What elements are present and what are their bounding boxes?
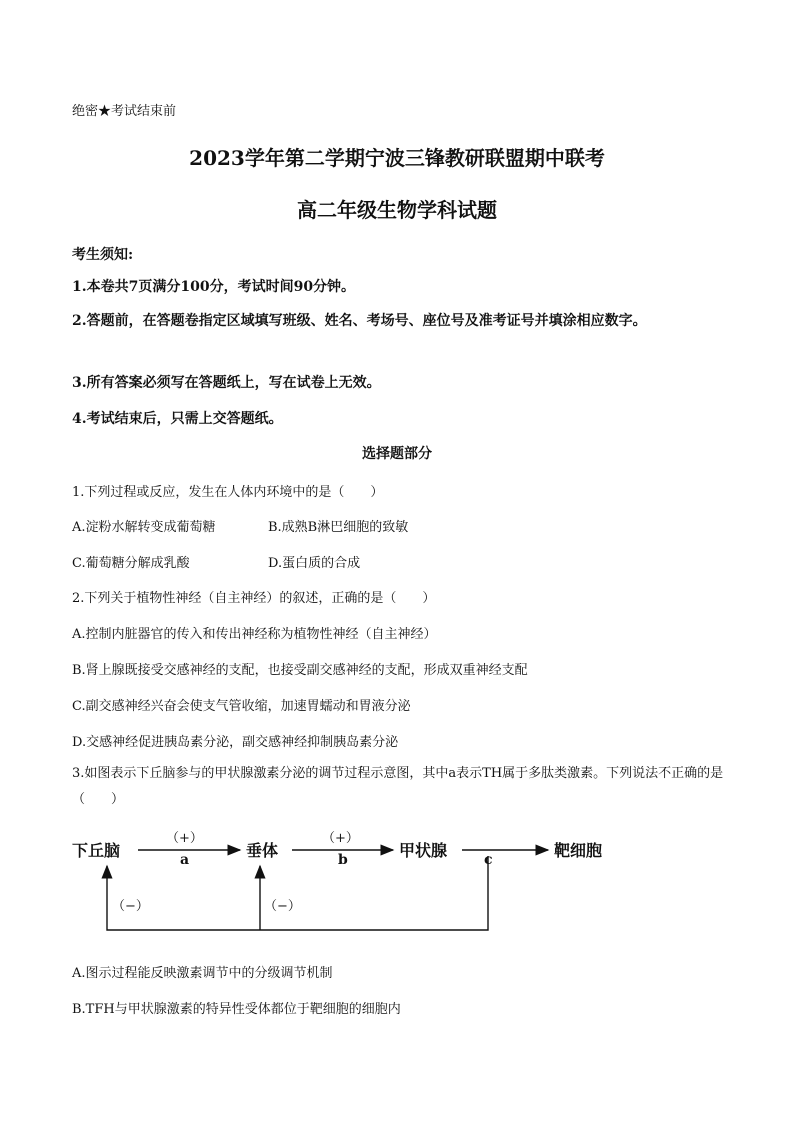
question-option: A.控制内脏器官的传入和传出神经称为植物性神经（自主神经） bbox=[72, 627, 437, 642]
confidential-label: 绝密★考试结束前 bbox=[72, 104, 177, 119]
notice-item: 3.所有答案必须写在答题纸上，写在试卷上无效。 bbox=[72, 375, 381, 391]
question-option: B.肾上腺既接受交感神经的支配，也接受副交感神经的支配，形成双重神经支配 bbox=[72, 663, 528, 678]
question-stem: 3.如图表示下丘脑参与的甲状腺激素分泌的调节过程示意图，其中a表示TH属于多肽类激素。下列说法不正确的是（ ） bbox=[72, 766, 724, 807]
arrow-b-sign: （+） bbox=[322, 831, 359, 846]
node-target-cell: 靶细胞 bbox=[554, 841, 603, 860]
exam-title: 2023学年第二学期宁波三锋教研联盟期中联考 bbox=[189, 146, 605, 170]
question-stem: 1.下列过程或反应，发生在人体内环境中的是（ ） bbox=[72, 485, 384, 500]
feedback-2-sign: （−） bbox=[264, 899, 301, 914]
node-hypothalamus: 下丘脑 bbox=[72, 841, 121, 860]
question-option: B.成熟B淋巴细胞的致敏 bbox=[268, 520, 409, 535]
notice-heading: 考生须知: bbox=[72, 247, 134, 263]
node-thyroid: 甲状腺 bbox=[399, 841, 448, 860]
question-option: B.TFH与甲状腺激素的特异性受体都位于靶细胞的细胞内 bbox=[72, 1002, 401, 1017]
notice-item: 1.本卷共7页满分100分，考试时间90分钟。 bbox=[72, 279, 356, 295]
node-pituitary: 垂体 bbox=[246, 841, 279, 860]
question-stem: 2.下列关于植物性神经（自主神经）的叙述，正确的是（ ） bbox=[72, 591, 436, 606]
feedback-1-sign: （−） bbox=[112, 899, 149, 914]
arrow-a-sign: （+） bbox=[166, 831, 203, 846]
notice-item: 4.考试结束后，只需上交答题纸。 bbox=[72, 411, 283, 427]
arrow-a-label: a bbox=[180, 852, 190, 868]
feedback-to-hypothalamus bbox=[107, 856, 488, 930]
question-option: C.副交感神经兴奋会使支气管收缩，加速胃蠕动和胃液分泌 bbox=[72, 699, 411, 714]
arrow-b-label: b bbox=[338, 852, 348, 868]
question-option: A.淀粉水解转变成葡萄糖 bbox=[72, 520, 216, 535]
hormone-regulation-diagram bbox=[60, 818, 640, 938]
notice-item: 2.答题前，在答题卷指定区域填写班级、姓名、考场号、座位号及准考证号并填涂相应数字。 bbox=[72, 313, 647, 329]
question-option: C.葡萄糖分解成乳酸 bbox=[72, 556, 190, 571]
question-option: D.蛋白质的合成 bbox=[268, 556, 361, 571]
exam-subtitle: 高二年级生物学科试题 bbox=[297, 198, 497, 222]
section-title: 选择题部分 bbox=[362, 446, 432, 462]
question-option: A.图示过程能反映激素调节中的分级调节机制 bbox=[72, 966, 333, 981]
arrow-c-label: c bbox=[484, 852, 493, 868]
question-option: D.交感神经促进胰岛素分泌，副交感神经抑制胰岛素分泌 bbox=[72, 735, 399, 750]
